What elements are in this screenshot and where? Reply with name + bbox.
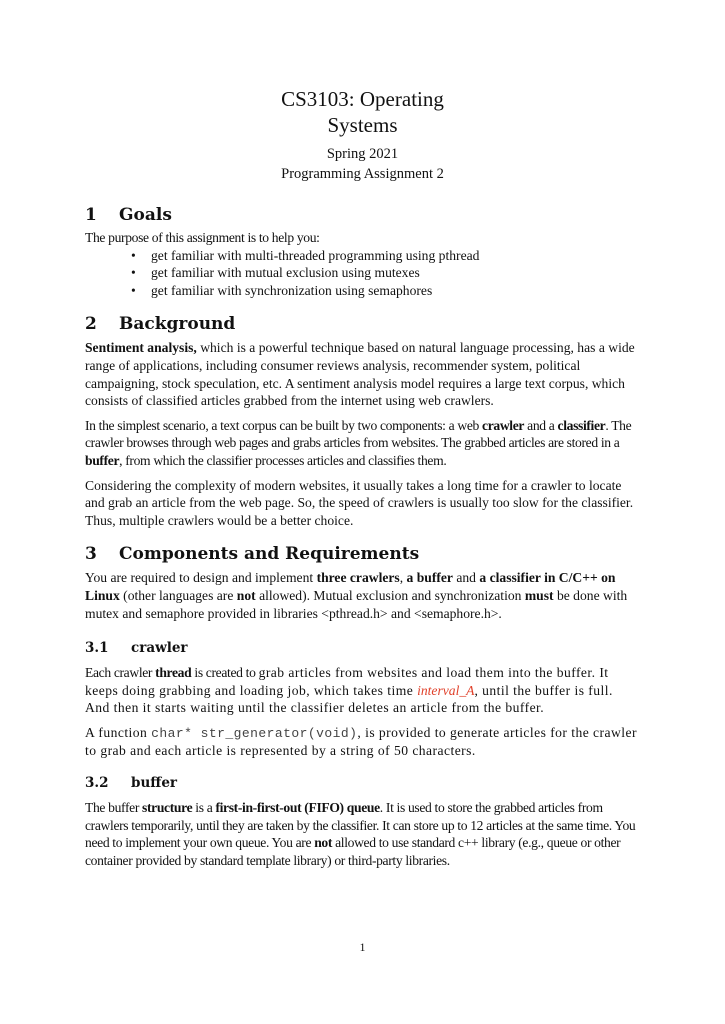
text-span: . The crawler browses through web pages and grabs articles from websites. The grabbed articles are stored in a: [85, 417, 632, 451]
subsection-3-2-heading: [85, 774, 640, 792]
buffer-paragraph: [85, 799, 640, 869]
text-span: grab articles from websites and load them into the buffer. It keeps doing grabbing and loading job, which takes time: [85, 665, 609, 698]
subsection-title: buffer: [131, 775, 178, 792]
term-thread: thread: [155, 665, 192, 681]
requirements-paragraph: [85, 569, 640, 622]
goals-intro: The purpose of this assignment is to help you:: [85, 230, 320, 245]
section-2-heading: [85, 313, 640, 335]
term-fifo-queue: first-in-first-out (FIFO) queue: [215, 800, 380, 816]
crawler-paragraph-1: [85, 664, 640, 717]
background-paragraph-3: Considering the complexity of modern websites, it usually takes a long time for a crawler to locate and grab an article from the web page. So, the speed of crawlers is usually too slow for the classifier. Thus, multiple crawlers would be a better choice.: [85, 477, 634, 528]
page-number: 1: [359, 940, 366, 954]
bullet-icon: •: [131, 282, 136, 298]
text-span: is a: [192, 800, 216, 816]
bold-text: must: [524, 587, 554, 603]
goal-text: get familiar with mutual exclusion using mutexes: [151, 265, 420, 281]
text-span: A function: [85, 724, 152, 740]
text-span: In the simplest scenario, a text corpus can be built by two components: a web: [85, 417, 483, 433]
subsection-title: crawler: [131, 640, 188, 657]
goal-text: get familiar with multi-threaded programming using pthread: [151, 247, 480, 263]
list-item: [131, 282, 640, 300]
term-sentiment-analysis: Sentiment analysis,: [85, 340, 197, 356]
text-span: , until the buffer is full. And then it starts waiting until the classifier deletes an article from the buffer.: [85, 682, 613, 716]
text-span: allowed). Mutual exclusion and synchronization: [255, 587, 525, 603]
text-span: Each crawler: [85, 665, 156, 681]
term-structure: structure: [142, 800, 193, 816]
text-span: . It is used to store the grabbed articles from crawlers temporarily, until they are taken by the classifier. It can store up to 12 articles at the same time. You need to implement your own queue. You are: [85, 800, 636, 851]
text-span: (other languages are: [119, 587, 237, 603]
text-span: allowed to use standard c++ library (e.g., queue or other container provided by standard template library) or third-party libraries.: [85, 835, 621, 868]
term-crawler: crawler: [482, 417, 525, 433]
bullet-icon: •: [131, 265, 136, 281]
list-item: [131, 247, 640, 265]
bold-text: not: [236, 587, 256, 603]
text-span: ,: [399, 570, 407, 586]
text-span: and a: [524, 417, 558, 433]
section-title: Components and Requirements: [119, 544, 420, 565]
bold-text: a buffer: [406, 570, 453, 586]
list-item: [131, 264, 640, 282]
text-span: be done with mutex and semaphore provided in libraries <pthread.h> and <semaphore.h>.: [85, 587, 628, 621]
section-title: Goals: [119, 205, 172, 225]
section-number: 1: [85, 205, 97, 225]
section-3-heading: [85, 543, 640, 565]
background-paragraph-2: [85, 417, 640, 470]
code-function-signature: char* str_generator(void): [151, 725, 358, 741]
text-span: , from which the classifier processes articles and classifies them.: [119, 452, 447, 468]
term-classifier: classifier: [557, 417, 606, 433]
subsection-number: 3.1: [85, 640, 109, 657]
doc-title-line1: CS3103: Operating: [281, 87, 444, 111]
text-span: , is provided to generate articles for the crawler to grab and each article is represented by a string of 50 characters.: [85, 724, 637, 759]
goal-text: get familiar with synchronization using semaphores: [151, 282, 433, 298]
bold-text: not: [314, 835, 333, 851]
text-span: and: [452, 570, 480, 586]
section-1-heading: [85, 204, 640, 226]
text-span: The buffer: [85, 800, 143, 816]
subsection-3-1-heading: [85, 639, 640, 657]
section-number: 3: [85, 544, 97, 565]
doc-term: Spring 2021: [326, 146, 399, 162]
term-buffer: buffer: [85, 452, 120, 468]
bold-text: three crawlers: [316, 570, 400, 586]
text-span: which is a powerful technique based on natural language processing, has a wide range of applications, including consumer reviews analysis, recommender system, political campaigning, stock speculation, etc. A sentiment analysis model requires a large text corpus, which consists of classified articles grabbed from the internet using web crawlers.: [85, 340, 635, 409]
bullet-icon: •: [131, 247, 136, 263]
crawler-paragraph-2: [85, 724, 640, 760]
background-paragraph-1: [85, 339, 640, 409]
section-title: Background: [119, 314, 236, 335]
subsection-number: 3.2: [85, 775, 109, 792]
text-span: is created to: [191, 665, 259, 681]
goals-list: [85, 247, 640, 300]
interval-a-term: interval_A: [417, 682, 475, 698]
text-span: You are required to design and implement: [85, 570, 317, 586]
bold-text: a classifier in C/C++ on Linux: [85, 570, 616, 603]
doc-title-line2: Systems: [327, 113, 398, 137]
doc-assignment: Programming Assignment 2: [281, 166, 444, 182]
page-content: [85, 86, 640, 869]
section-number: 2: [85, 314, 97, 335]
